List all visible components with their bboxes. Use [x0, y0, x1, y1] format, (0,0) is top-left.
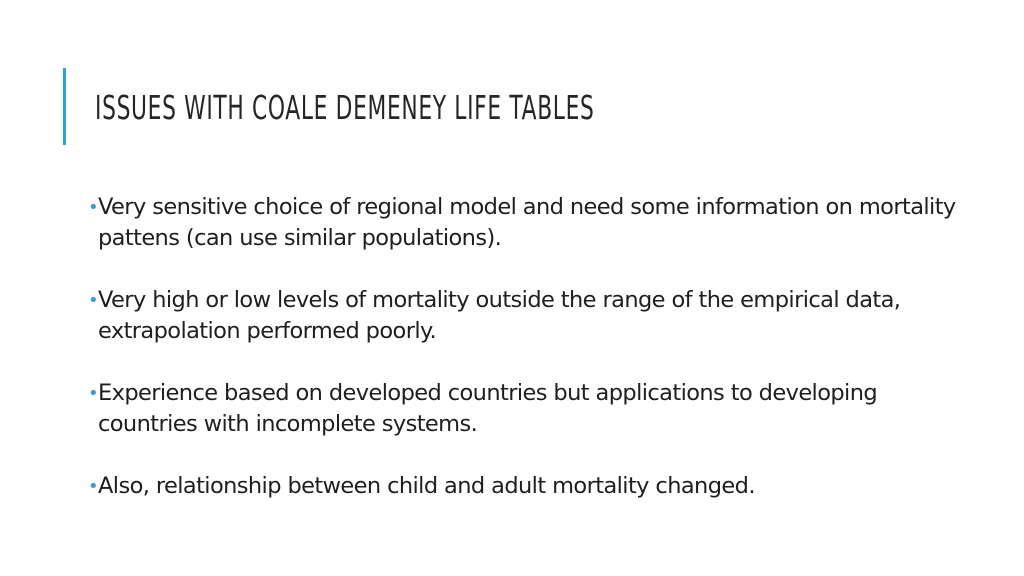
bullet-dot-icon: • [88, 197, 99, 218]
slide-title: ISSUES WITH COALE DEMENEY LIFE TABLES [95, 88, 595, 127]
bullet-text: Very sensitive choice of regional model and need some information on mortality pattens (can use similar populations). [98, 194, 956, 251]
bullet-item [88, 378, 968, 440]
bullet-text: Experience based on developed countries but applications to developing countries with incomplete systems. [98, 380, 878, 437]
title-accent-bar [63, 68, 66, 145]
bullet-item [88, 285, 968, 347]
bullet-item [88, 471, 968, 502]
bullet-text: Also, relationship between child and adult mortality changed. [98, 473, 755, 499]
bullet-dot-icon: • [88, 383, 99, 404]
bullet-dot-icon: • [88, 476, 99, 497]
bullet-text: Very high or low levels of mortality outside the range of the empirical data, extrapolation performed poorly. [98, 287, 901, 344]
bullet-list [88, 192, 968, 533]
bullet-dot-icon: • [88, 290, 99, 311]
bullet-item [88, 192, 968, 254]
